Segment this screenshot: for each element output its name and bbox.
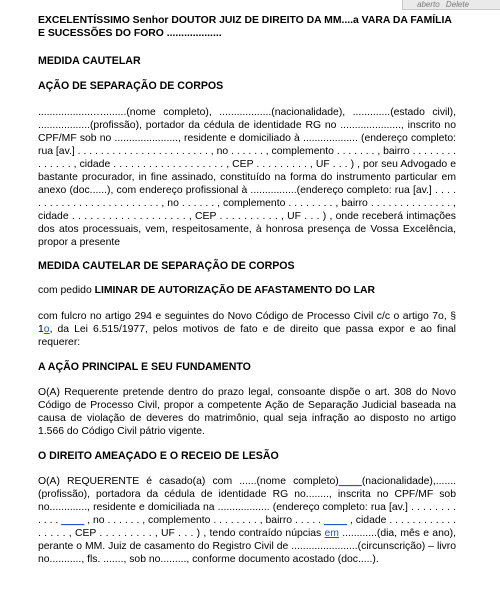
legal-basis-text-end: , da Lei 6.515/1977, pelos motivos de fato e de direito que passa expor e ao final requerer: bbox=[38, 324, 456, 348]
blank-field-3[interactable]: ____ bbox=[323, 515, 348, 526]
liminar-request: LIMINAR DE AUTORIZAÇÃO DE AFASTAMENTO DO LAR bbox=[94, 285, 375, 296]
spouse-text-2: (nacionalidade),....... (profissão), portadora da cédula de identidade RG no........, inscrita no CPF/MF sob no............., residente e domiciliada na .................. (endereço completo: rua [av.] . . . . . . . . . . . . bbox=[38, 476, 456, 526]
legal-basis-link[interactable]: o bbox=[43, 324, 50, 335]
section-title-acao: AÇÃO DE SEPARAÇÃO DE CORPOS bbox=[38, 80, 224, 92]
em-link[interactable]: em bbox=[324, 528, 339, 539]
liminar-prefix: com pedido bbox=[38, 285, 95, 296]
spouse-text-1: O(A) REQUERENTE é casado(a) com ......(nome completo) bbox=[38, 476, 339, 487]
party-qualification-paragraph: ...................…........(nome completo), ..................(nacionalidade), .............(estado civil), ..................(profissão), portador da cédula de identidade RG no ....................., inscrito no CPF/MF sob no ......................, residente e domiciliado à ................... (endereço completo: rua [av.] . . . . . . . . . . . . . . . . . . . . . . . , no . . . . . . , complemento . . . . . . . , bairro . . . . . . . . . . . . . . , cidade . . . . . . . . . . . . . . . . . . . , CEP . . . . . . . . . , UF . . . ) , por seu Advogado e bastante procurador, in fine assinado, constituído na forma do instrumento particular em anexo (doc......), com endereço profissional à ................(endereço completo: rua [av.] . . . . . . . . . . . . . . . . . . . . . . . . . , no . . . . . . , complemento . . . . . . . . , bairro . . . . . . . . . . . . . . , cidade . . . . . . . . . . . . . . . . . . . , CEP . . . . . . . . . . , UF . . . ) , onde receberá intimações dos atos processuais, vem, respeitosamente, à honrosa presença de Vossa Excelência, propor a presente bbox=[38, 107, 456, 248]
toolbar-status-label: aberto bbox=[417, 0, 440, 9]
section-title-medida-separacao: MEDIDA CAUTELAR DE SEPARAÇÃO DE CORPOS bbox=[38, 260, 295, 272]
section-title-acao-principal: A AÇÃO PRINCIPAL E SEU FUNDAMENTO bbox=[38, 361, 251, 373]
section-title-medida-cautelar: MEDIDA CAUTELAR bbox=[38, 55, 141, 67]
spouse-text-3: , no . . . . . . , complemento . . . . . . . . , bairro . . . . . bbox=[84, 515, 324, 526]
spouse-text-5: ............(dia, mês e ano), perante o MM. Juiz de casamento do Registro Civil de .......................(circunscrição) – livro no..........., fls. ......., sob no........., conforme documento acostado (doc.....). bbox=[38, 528, 456, 565]
blank-field-2[interactable]: ____ bbox=[61, 515, 85, 526]
legal-basis-paragraph bbox=[38, 310, 456, 349]
blank-field-1[interactable]: ____ bbox=[338, 476, 362, 487]
toolbar-delete-label[interactable]: Delete bbox=[445, 0, 470, 9]
spouse-qualification-paragraph bbox=[38, 475, 456, 566]
legal-basis-text-start: com fulcro no artigo 294 e seguintes do Novo Código de Processo Civil c/c o artigo 7o, § 1 bbox=[38, 311, 456, 335]
editor-toolbar bbox=[402, 0, 500, 10]
court-address-heading: EXCELENTÍSSIMO Senhor DOUTOR JUIZ DE DIREITO DA MM....a VARA DA FAMÍLIA E SUCESSÕES DO FORO ................... bbox=[38, 15, 452, 39]
main-action-paragraph: O(A) Requerente pretende dentro do prazo legal, consoante dispõe o art. 308 do Novo Código de Processo Civil, propor a competente Ação de Separação Judicial baseada na causa de violação de deveres do matrimônio, qual seja infração ao disposto no artigo 1.566 do Código Civil pátrio vigente. bbox=[38, 387, 456, 437]
section-title-direito-ameacado: O DIREITO AMEAÇADO E O RECEIO DE LESÃO bbox=[38, 450, 279, 462]
spouse-text-4: , cidade . . . . . . . . . . . . . . . . . , CEP . . . . . . . . . , UF . . . ) , tendo contraído núpcias bbox=[38, 515, 456, 539]
liminar-paragraph bbox=[38, 284, 456, 297]
